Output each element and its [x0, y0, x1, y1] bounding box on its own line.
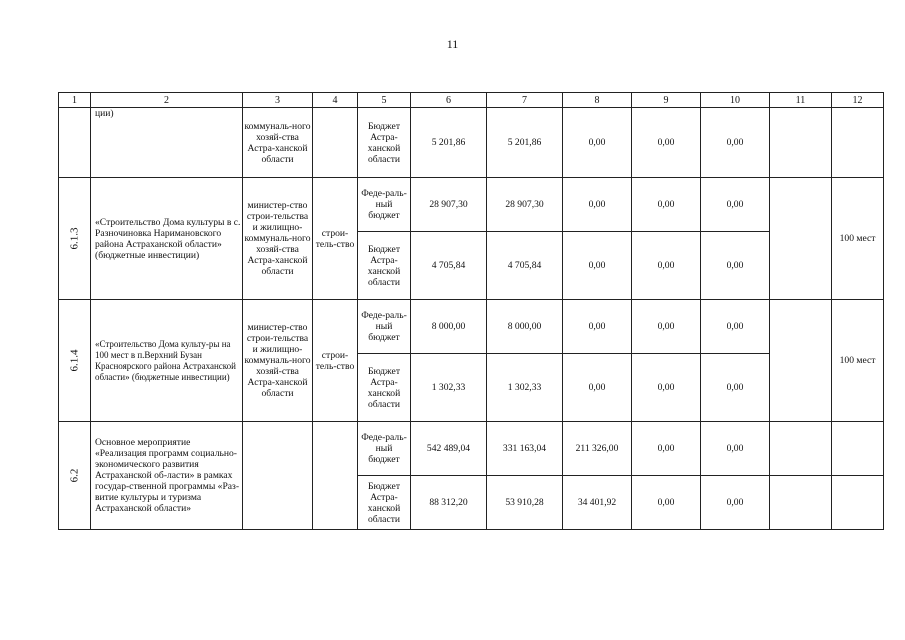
header-cell: 12: [832, 93, 884, 108]
row-number-cell: [59, 422, 91, 530]
value-col9: 0,00: [632, 300, 701, 354]
row-number: 6.1.3: [68, 227, 80, 250]
value-col7: 28 907,30: [487, 178, 563, 232]
table-row: [59, 108, 884, 178]
table-row: [59, 300, 884, 354]
header-cell: 2: [91, 93, 243, 108]
header-cell: 9: [632, 93, 701, 108]
value-col6: 542 489,04: [411, 422, 487, 476]
header-cell: 11: [770, 93, 832, 108]
row-number-cell: [59, 108, 91, 178]
value-col8: 0,00: [563, 300, 632, 354]
value-col10: 0,00: [701, 422, 770, 476]
header-cell: 3: [243, 93, 313, 108]
value-col8: 211 326,00: [563, 422, 632, 476]
value-col7: 1 302,33: [487, 354, 563, 422]
header-cell: 6: [411, 93, 487, 108]
row-number: 6.2: [68, 468, 80, 483]
value-col8: 0,00: [563, 108, 632, 178]
empty-cell: [832, 108, 884, 178]
value-col7: 8 000,00: [487, 300, 563, 354]
header-cell: 7: [487, 93, 563, 108]
header-cell: 4: [313, 93, 358, 108]
executor-cell: [243, 422, 313, 530]
value-col6: 28 907,30: [411, 178, 487, 232]
row-number: 6.1.4: [68, 349, 80, 372]
value-col9: 0,00: [632, 108, 701, 178]
table-row: [59, 178, 884, 232]
funding-source: Феде-раль-ный бюджет: [358, 422, 411, 476]
row-number-cell: [59, 178, 91, 300]
value-col6: 88 312,20: [411, 476, 487, 530]
value-col10: 0,00: [701, 108, 770, 178]
result-cell: 100 мест: [832, 300, 884, 422]
empty-cell: [770, 476, 832, 530]
value-col10: 0,00: [701, 476, 770, 530]
type-cell: [313, 108, 358, 178]
value-col8: 0,00: [563, 178, 632, 232]
value-col9: 0,00: [632, 422, 701, 476]
empty-cell: [832, 476, 884, 530]
activity-name: «Строительство Дома культу-ры на 100 мест в п.Верхний Бузан Красноярского района Астраханской области» (бюджетные инвестиции): [91, 300, 243, 422]
funding-source: Бюджет Астра-ханской области: [358, 108, 411, 178]
header-cell: 8: [563, 93, 632, 108]
header-cell: 10: [701, 93, 770, 108]
row-number-cell: [59, 300, 91, 422]
value-col7: 5 201,86: [487, 108, 563, 178]
empty-cell: [770, 422, 832, 476]
value-col7: 331 163,04: [487, 422, 563, 476]
activity-name: Основное мероприятие «Реализация программ социально-экономического развития Астраханской об-ласти» в рамках государ-ственной программы «Раз-витие культуры и туризма Астраханской области»: [91, 422, 243, 530]
executor-cell: коммуналь-ного хозяй-ства Астра-ханской области: [243, 108, 313, 178]
activity-name: «Строительство Дома культуры в с. Разночиновка Наримановского района Астраханской области» (бюджетные инвестиции): [91, 178, 243, 300]
value-col9: 0,00: [632, 178, 701, 232]
type-cell: строи-тель-ство: [313, 300, 358, 422]
value-col9: 0,00: [632, 354, 701, 422]
activity-name: ции): [91, 108, 243, 178]
header-cell: 5: [358, 93, 411, 108]
value-col7: 53 910,28: [487, 476, 563, 530]
value-col10: 0,00: [701, 178, 770, 232]
value-col9: 0,00: [632, 232, 701, 300]
budget-table: [58, 92, 884, 530]
value-col8: 34 401,92: [563, 476, 632, 530]
funding-source: Бюджет Астра-ханской области: [358, 476, 411, 530]
value-col9: 0,00: [632, 476, 701, 530]
page-number: 11: [446, 37, 459, 51]
value-col6: 5 201,86: [411, 108, 487, 178]
empty-cell: [770, 300, 832, 422]
value-col8: 0,00: [563, 232, 632, 300]
value-col8: 0,00: [563, 354, 632, 422]
value-col6: 8 000,00: [411, 300, 487, 354]
executor-cell: министер-ство строи-тельства и жилищно-коммуналь-ного хозяй-ства Астра-ханской области: [243, 178, 313, 300]
funding-source: Феде-раль-ный бюджет: [358, 300, 411, 354]
value-col6: 1 302,33: [411, 354, 487, 422]
funding-source: Бюджет Астра-ханской области: [358, 354, 411, 422]
table-row: [59, 422, 884, 476]
value-col7: 4 705,84: [487, 232, 563, 300]
value-col10: 0,00: [701, 232, 770, 300]
value-col10: 0,00: [701, 300, 770, 354]
funding-source: Бюджет Астра-ханской области: [358, 232, 411, 300]
value-col10: 0,00: [701, 354, 770, 422]
value-col6: 4 705,84: [411, 232, 487, 300]
empty-cell: [832, 422, 884, 476]
header-row: [59, 93, 884, 108]
type-cell: строи-тель-ство: [313, 178, 358, 300]
empty-cell: [770, 178, 832, 300]
type-cell: [313, 422, 358, 530]
empty-cell: [770, 108, 832, 178]
funding-source: Феде-раль-ный бюджет: [358, 178, 411, 232]
header-cell: 1: [59, 93, 91, 108]
executor-cell: министер-ство строи-тельства и жилищно-коммуналь-ного хозяй-ства Астра-ханской области: [243, 300, 313, 422]
result-cell: 100 мест: [832, 178, 884, 300]
